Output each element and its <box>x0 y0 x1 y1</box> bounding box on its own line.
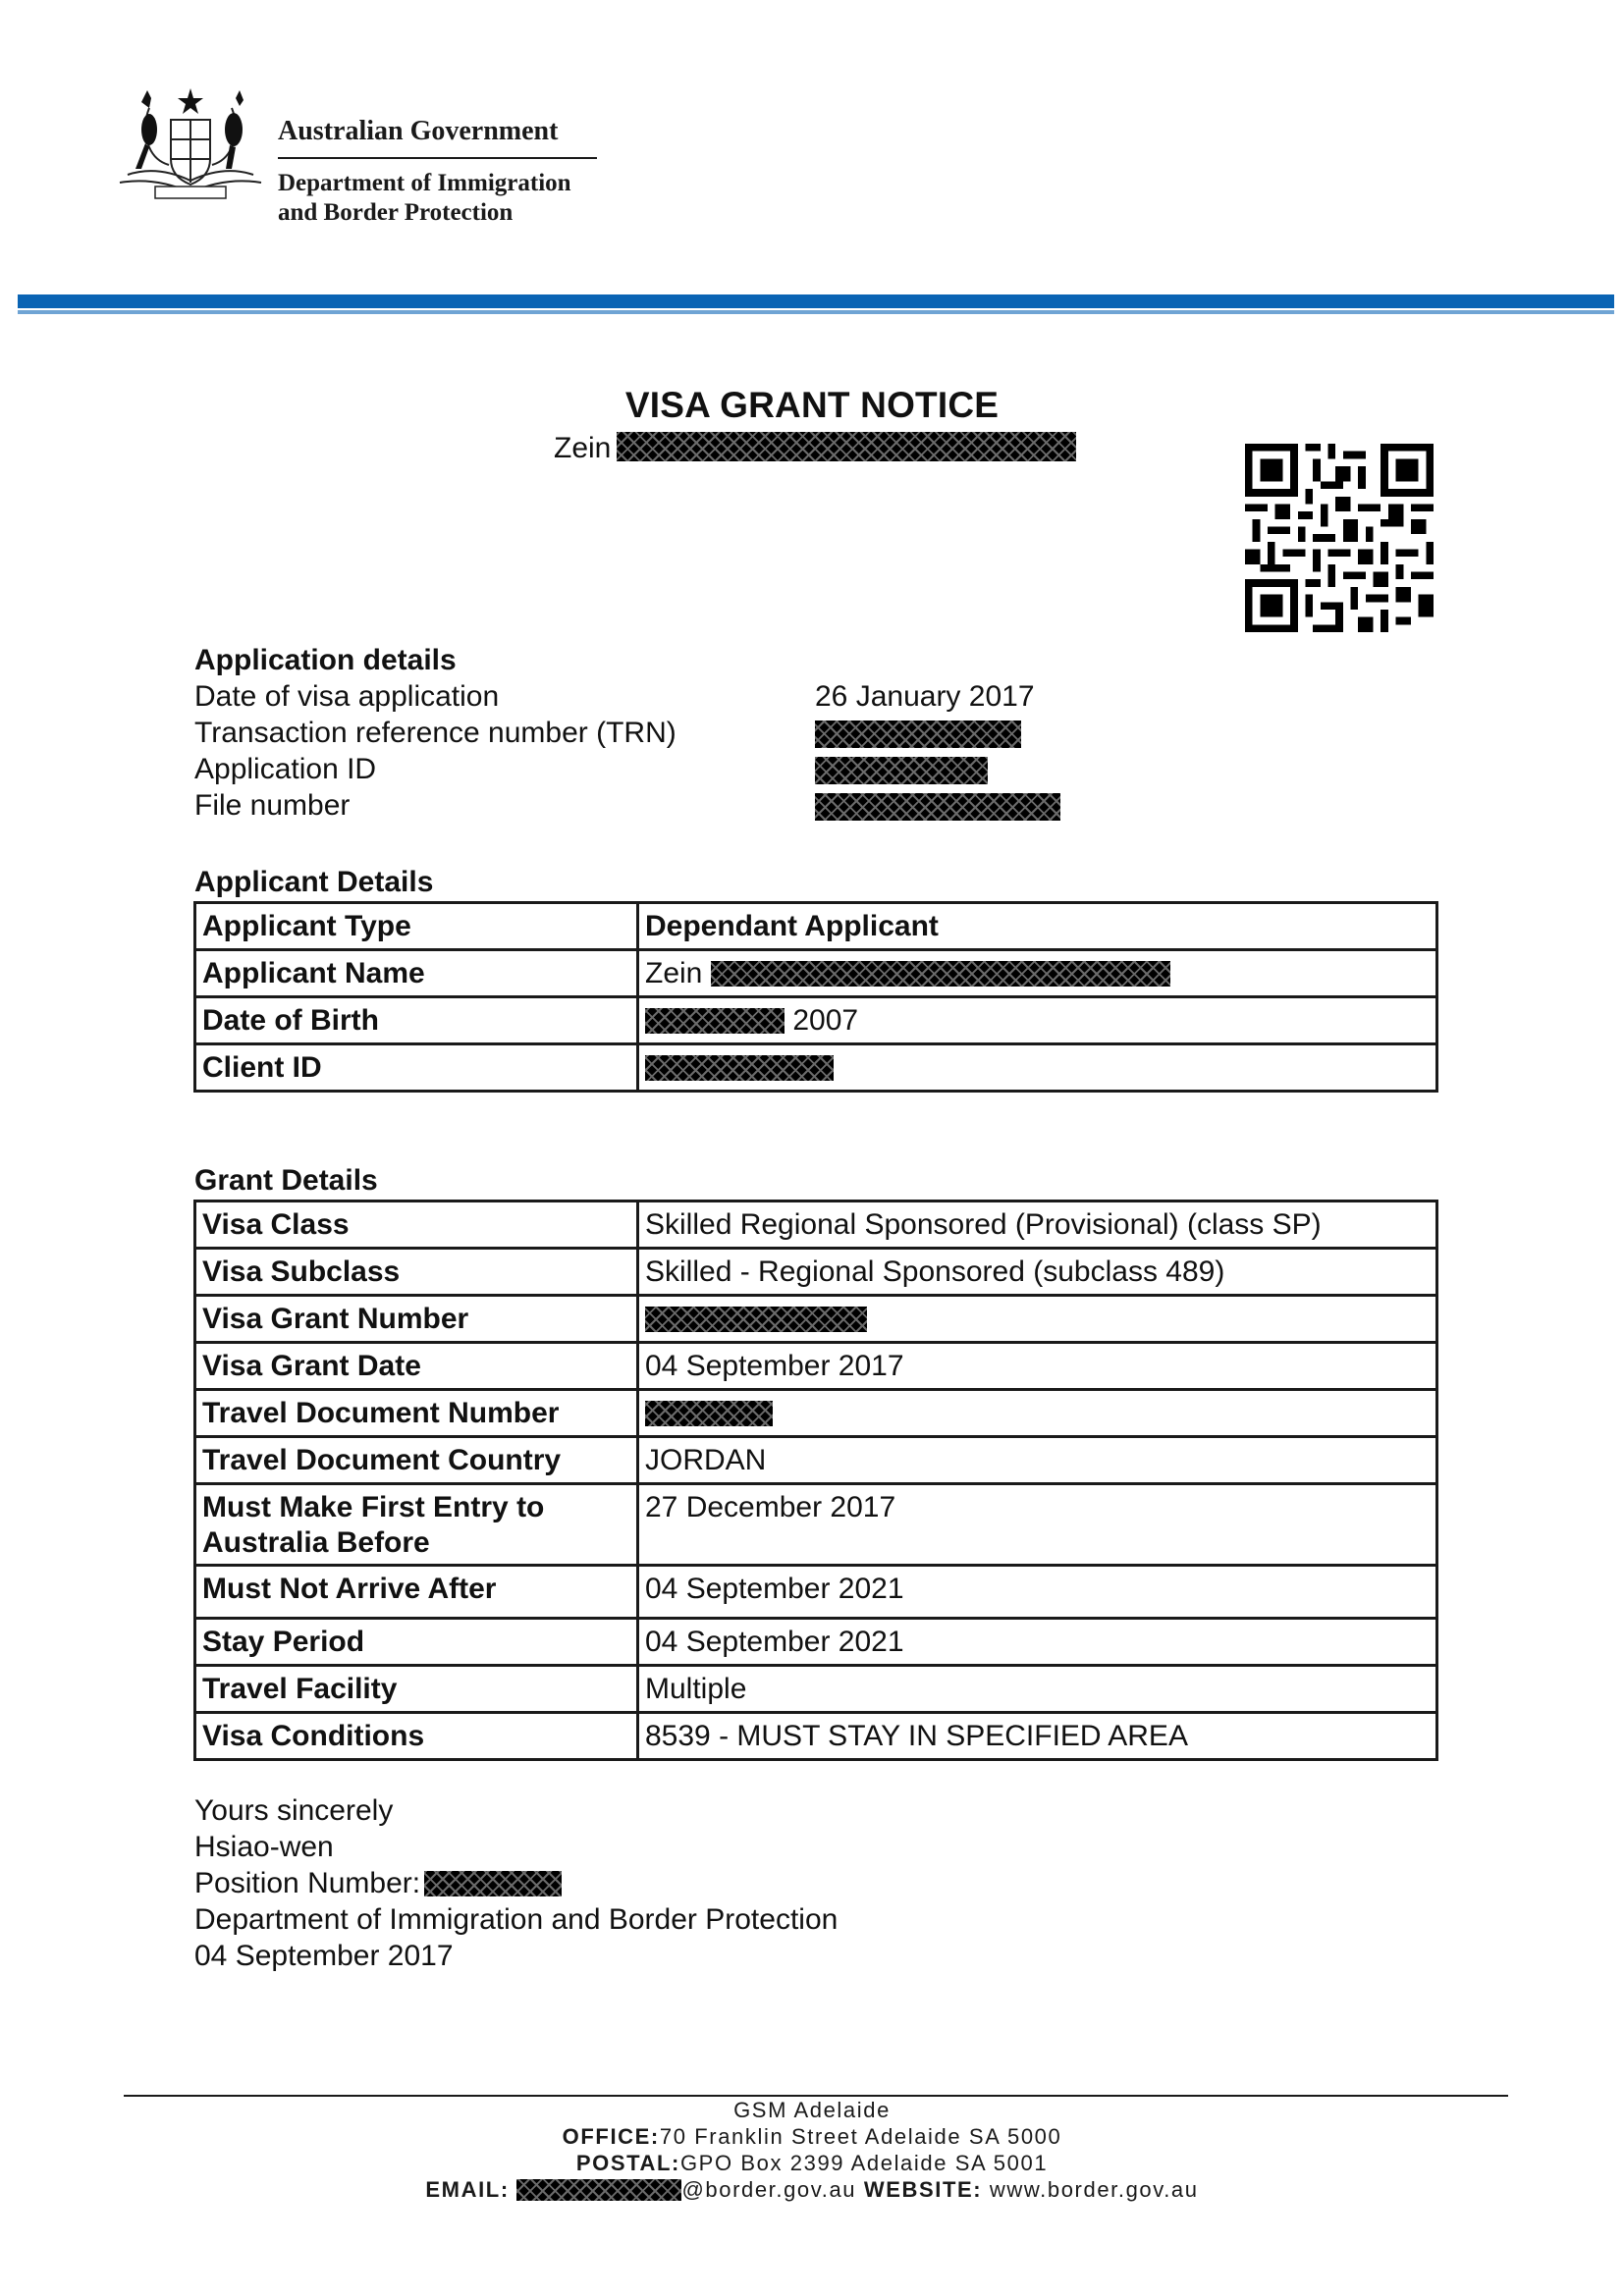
table-label-line: Must Make First Entry to <box>202 1491 545 1523</box>
detail-label: Date of visa application <box>194 680 500 713</box>
footer-office-label: OFFICE: <box>562 2124 660 2149</box>
table-label: Visa Grant Number <box>195 1296 638 1343</box>
table-label-line: Australia Before <box>202 1526 430 1559</box>
footer-office-value: 70 Franklin Street Adelaide SA 5000 <box>659 2124 1062 2149</box>
table-value: Skilled - Regional Sponsored (subclass 489) <box>638 1249 1437 1296</box>
table-label: Applicant Name <box>195 950 638 997</box>
table-label: Date of Birth <box>195 997 638 1044</box>
table-label <box>195 1484 638 1566</box>
position-label: Position Number: <box>194 1867 421 1899</box>
department-line-2: and Border Protection <box>278 199 514 226</box>
detail-value: 26 January 2017 <box>815 680 1035 713</box>
table-row <box>195 1713 1437 1760</box>
table-row <box>195 1619 1437 1666</box>
government-title: Australian Government <box>278 116 559 146</box>
table-label: Travel Document Number <box>195 1390 638 1437</box>
table-row <box>195 1044 1437 1092</box>
footer-office <box>0 2123 1624 2150</box>
closing-date: 04 September 2017 <box>194 1940 454 1972</box>
redacted-trn <box>815 721 1021 748</box>
closing-block <box>194 1792 838 1974</box>
department-line-1: Department of Immigration <box>278 170 571 196</box>
detail-row <box>194 678 1078 715</box>
table-row <box>195 1390 1437 1437</box>
redacted-application-id <box>815 757 988 784</box>
header-band-shadow <box>18 310 1614 314</box>
footer-postal-value: GPO Box 2399 Adelaide SA 5001 <box>679 2151 1049 2175</box>
table-row <box>195 903 1437 950</box>
agency-divider <box>278 157 597 159</box>
table-row <box>195 1201 1437 1249</box>
footer-office-name: GSM Adelaide <box>733 2098 891 2122</box>
coat-of-arms-icon <box>110 80 272 208</box>
table-row <box>195 997 1437 1044</box>
table-label: Client ID <box>195 1044 638 1092</box>
table-label: Stay Period <box>195 1619 638 1666</box>
redacted-grant-number <box>645 1307 867 1332</box>
applicant-first-name: Zein <box>645 957 703 989</box>
grant-details-table <box>193 1200 1438 1761</box>
table-value: Skilled Regional Sponsored (Provisional) (class SP) <box>638 1201 1437 1249</box>
salutation: Yours sincerely <box>194 1794 394 1827</box>
agency-block <box>278 116 597 228</box>
footer <box>0 2097 1624 2203</box>
applicant-details-table <box>193 901 1438 1093</box>
table-value <box>638 1296 1437 1343</box>
table-value <box>638 1044 1437 1092</box>
footer-contact <box>0 2176 1624 2203</box>
redacted-email-user <box>516 2179 681 2201</box>
qr-code-icon <box>1245 444 1434 632</box>
table-label: Applicant Type <box>195 903 638 950</box>
table-label: Visa Grant Date <box>195 1343 638 1390</box>
detail-label: Transaction reference number (TRN) <box>194 717 677 749</box>
redacted-surname <box>617 432 1076 461</box>
grant-details-heading: Grant Details <box>194 1164 378 1197</box>
table-row <box>195 1296 1437 1343</box>
table-label: Visa Class <box>195 1201 638 1249</box>
detail-row <box>194 715 1078 751</box>
footer-postal <box>0 2150 1624 2176</box>
detail-value <box>815 751 988 787</box>
detail-row <box>194 751 1078 787</box>
table-value <box>638 950 1437 997</box>
table-value: 04 September 2021 <box>638 1566 1437 1619</box>
table-value: 8539 - MUST STAY IN SPECIFIED AREA <box>638 1713 1437 1760</box>
footer-website-label: WEBSITE: <box>863 2177 983 2202</box>
table-value: 27 December 2017 <box>638 1484 1437 1566</box>
detail-label: File number <box>194 789 351 822</box>
table-value: Multiple <box>638 1666 1437 1713</box>
table-label: Must Not Arrive After <box>195 1566 638 1619</box>
footer-email-label: EMAIL: <box>425 2177 510 2202</box>
table-value: 04 September 2017 <box>638 1343 1437 1390</box>
detail-value <box>815 787 1060 824</box>
detail-row <box>194 787 1078 824</box>
table-row <box>195 1249 1437 1296</box>
application-details-heading: Application details <box>194 644 457 676</box>
redacted-birth-date <box>645 1008 785 1034</box>
table-value: Dependant Applicant <box>638 903 1437 950</box>
table-row <box>195 1484 1437 1566</box>
table-row <box>195 950 1437 997</box>
redacted-client-id <box>645 1055 834 1081</box>
signatory-name: Hsiao-wen <box>194 1831 334 1863</box>
recipient-name <box>554 432 1076 465</box>
application-details <box>194 642 1078 824</box>
detail-value <box>815 715 1021 751</box>
redacted-surname <box>711 961 1170 987</box>
table-row <box>195 1666 1437 1713</box>
redacted-position-number <box>424 1871 562 1896</box>
table-value <box>638 997 1437 1044</box>
redacted-document-number <box>645 1401 773 1426</box>
table-label: Travel Document Country <box>195 1437 638 1484</box>
table-value <box>638 1390 1437 1437</box>
table-label: Visa Conditions <box>195 1713 638 1760</box>
redacted-file-number <box>815 793 1060 821</box>
table-row <box>195 1437 1437 1484</box>
footer-website-link[interactable]: www.border.gov.au <box>989 2177 1199 2202</box>
header-band <box>18 294 1614 308</box>
detail-label: Application ID <box>194 753 377 785</box>
table-row <box>195 1343 1437 1390</box>
signatory-department: Department of Immigration and Border Protection <box>194 1903 839 1936</box>
page-title: VISA GRANT NOTICE <box>624 385 1000 425</box>
table-value: JORDAN <box>638 1437 1437 1484</box>
recipient-first-name: Zein <box>554 432 612 464</box>
footer-email-domain[interactable]: @border.gov.au <box>681 2177 857 2202</box>
table-value: 04 September 2021 <box>638 1619 1437 1666</box>
birth-year: 2007 <box>792 1004 859 1037</box>
table-label: Travel Facility <box>195 1666 638 1713</box>
table-row <box>195 1566 1437 1619</box>
table-label: Visa Subclass <box>195 1249 638 1296</box>
applicant-details-heading: Applicant Details <box>194 866 434 898</box>
footer-postal-label: POSTAL: <box>575 2151 680 2175</box>
position-number <box>194 1865 838 1901</box>
